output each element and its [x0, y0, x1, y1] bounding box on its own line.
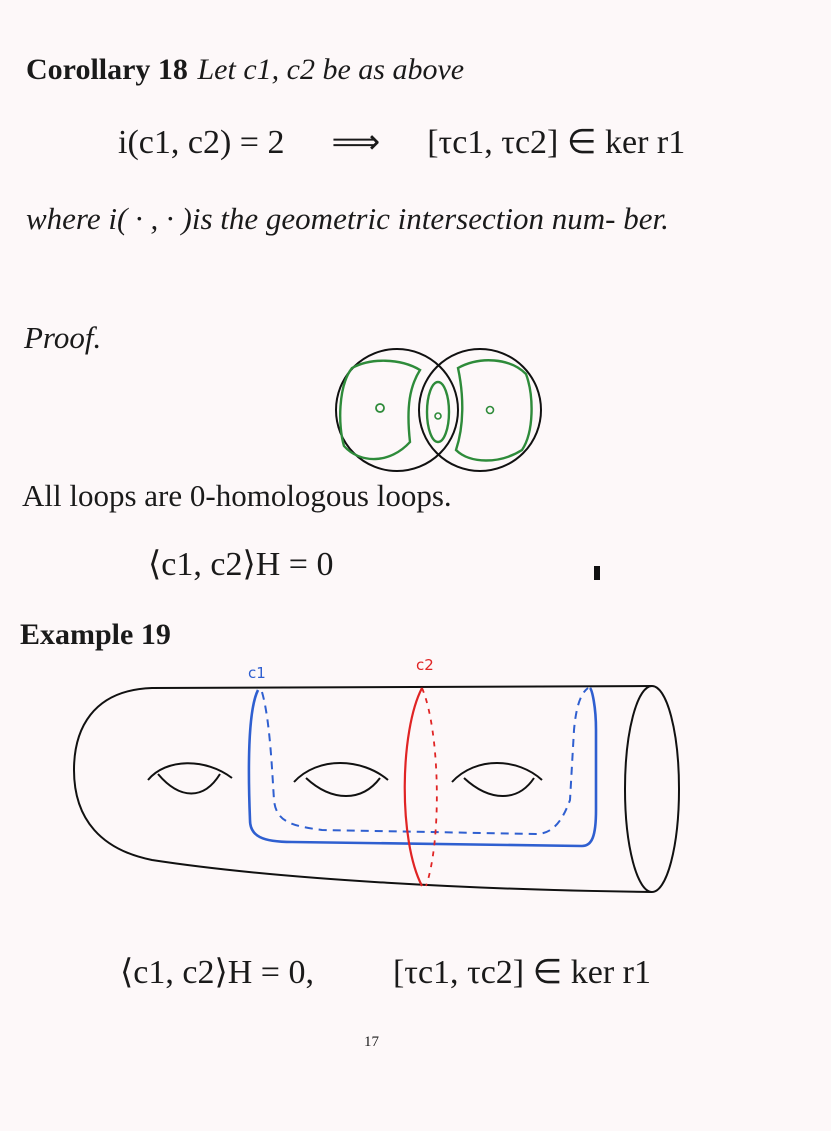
- qed-mark: [594, 566, 600, 580]
- left-puncture: [376, 404, 384, 412]
- proof-figure-two-disks: [330, 346, 550, 476]
- curve-label-c1: c1: [248, 664, 266, 682]
- curve-label-c2: c2: [416, 656, 434, 674]
- equation-homology-pairing-zero: ⟨c1, c2⟩H = 0: [148, 546, 334, 583]
- example-equation-left: ⟨c1, c2⟩H = 0,: [120, 954, 314, 991]
- right-disk-boundary: [419, 349, 541, 471]
- example-heading: Example 19: [20, 618, 171, 651]
- curve-c1-dashed: [262, 688, 588, 834]
- hole-3: [452, 763, 542, 796]
- equation-1-lhs: i(c1, c2) = 2: [118, 124, 285, 161]
- surface-end-circle: [625, 686, 679, 892]
- example-equation-right: [τc1, τc2] ∈ ker r1: [392, 954, 651, 991]
- equation-1-rhs: [τc1, τc2] ∈ ker r1: [427, 124, 686, 161]
- remark-text: where i( · , · )is the geometric intersection num- ber.: [26, 201, 669, 236]
- left-green-loop: [340, 361, 420, 459]
- curve-c1-solid: [249, 688, 596, 846]
- corollary-statement: Let c1, c2 be as above: [197, 53, 465, 86]
- proof-text: All loops are 0-homologous loops.: [22, 478, 452, 513]
- right-puncture: [487, 407, 494, 414]
- corollary-heading: [26, 52, 464, 87]
- equation-intersection-implies-kernel: [118, 122, 685, 162]
- hole-1: [148, 763, 232, 793]
- surface-outline: [74, 686, 652, 892]
- middle-green-loop: [427, 382, 449, 442]
- example-equation: [120, 952, 651, 992]
- curve-c2-solid: [405, 688, 422, 886]
- example-figure-surface: [62, 650, 692, 900]
- proof-label: Proof.: [24, 320, 102, 355]
- hole-2: [294, 763, 388, 796]
- middle-puncture: [435, 413, 441, 419]
- curve-c2-dashed: [422, 688, 437, 886]
- corollary-label: Corollary 18: [26, 53, 188, 86]
- implies-symbol: ⟹: [331, 124, 381, 161]
- page-number: 17: [364, 1034, 379, 1050]
